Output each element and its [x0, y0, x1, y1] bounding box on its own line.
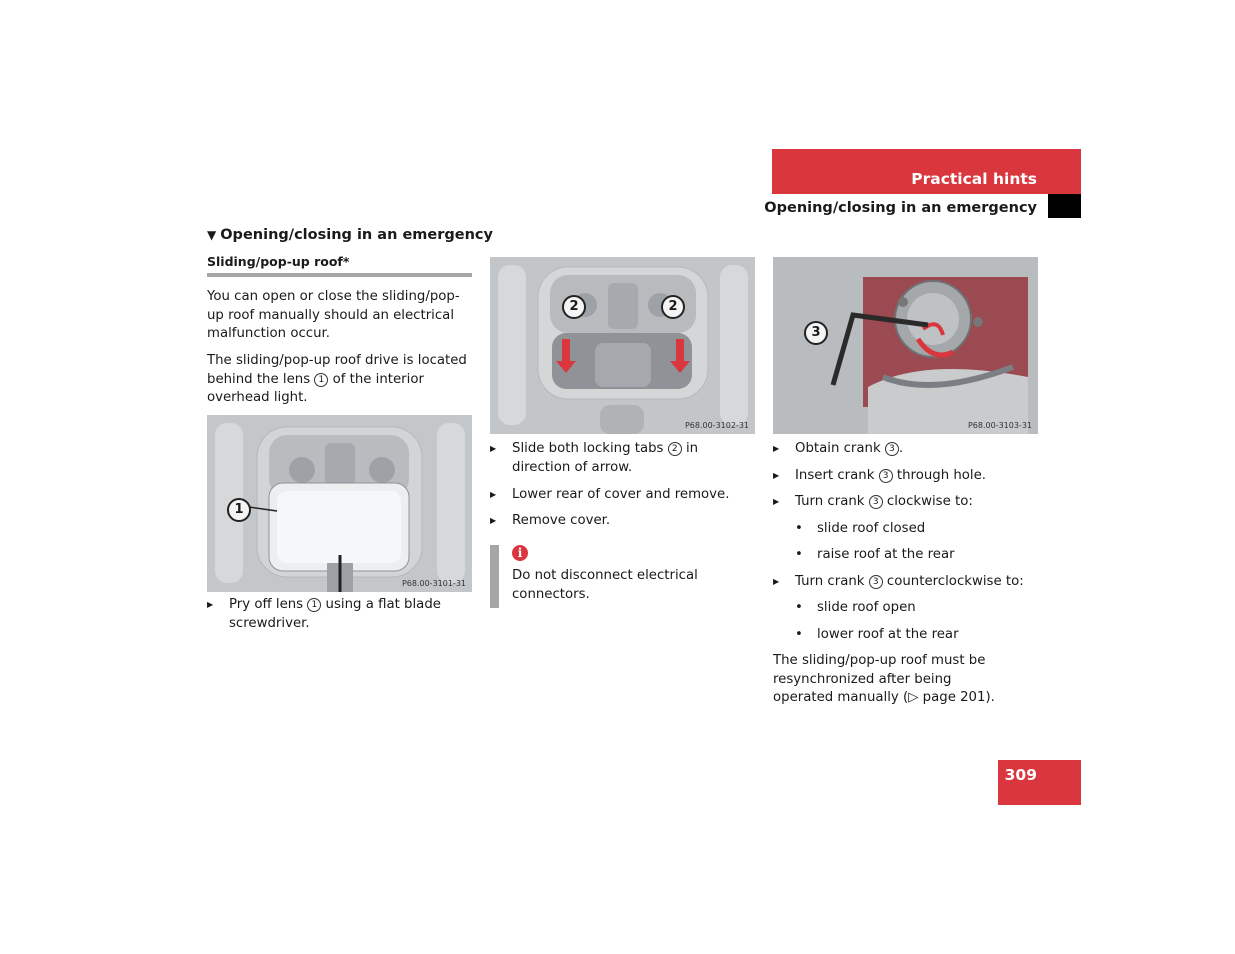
- info-icon: i: [512, 545, 528, 561]
- step-turn-counterclockwise: ▶ Turn crank 3 counterclockwise to:: [773, 573, 1045, 592]
- figure-callout-1: 1: [227, 498, 251, 522]
- figure-code: P68.00-3101-31: [401, 579, 466, 588]
- section-tab: [772, 149, 1081, 194]
- figure-code: P68.00-3102-31: [684, 421, 749, 430]
- step-remove-cover: ▶ Remove cover.: [490, 512, 757, 531]
- callout-ref: 3: [869, 575, 883, 589]
- figure-callout-2-left: 2: [562, 295, 586, 319]
- info-bar: [490, 545, 499, 608]
- cover-tabs-illustration: [490, 257, 755, 434]
- callout-ref: 3: [885, 442, 899, 456]
- figure-crank: [773, 257, 1038, 434]
- figure-callout-2-right: 2: [661, 295, 685, 319]
- callout-ref: 2: [668, 442, 682, 456]
- step-insert-crank: ▶ Insert crank 3 through hole.: [773, 467, 1045, 486]
- step-obtain-crank: ▶ Obtain crank 3 .: [773, 440, 1045, 459]
- cw-item: • raise roof at the rear: [773, 546, 1057, 565]
- page-number: 309: [1004, 766, 1037, 784]
- callout-ref: 1: [307, 598, 321, 612]
- callout-ref: 3: [879, 469, 893, 483]
- ccw-item: • lower roof at the rear: [773, 626, 1057, 645]
- location-paragraph: The sliding/pop-up roof drive is located behind the lens 1 of the interior overhead light.: [207, 353, 467, 406]
- figure-callout-3: 3: [804, 321, 828, 345]
- page-heading: ▼ Opening/closing in an emergency: [207, 227, 493, 243]
- triangle-down-icon: ▼: [207, 228, 217, 242]
- resync-note: The sliding/pop-up roof must be resynchronized after being operated manually (▷ page 201).: [773, 653, 995, 706]
- callout-ref: 3: [869, 495, 883, 509]
- step-pry-lens: ▶ Pry off lens 1 using a flat blade screwdriver.: [207, 596, 474, 633]
- ccw-item: • slide roof open: [773, 599, 1057, 618]
- figure-code: P68.00-3103-31: [967, 421, 1032, 430]
- page-number-box: [998, 760, 1081, 805]
- step-turn-clockwise: ▶ Turn crank 3 clockwise to:: [773, 493, 1045, 512]
- figure-cover-tabs: [490, 257, 755, 434]
- step-slide-tabs: ▶ Slide both locking tabs 2 in direction of arrow.: [490, 440, 757, 477]
- crank-illustration: [773, 257, 1038, 434]
- step-lower-cover: ▶ Lower rear of cover and remove.: [490, 486, 757, 505]
- section-tab-title: Practical hints: [911, 170, 1037, 188]
- subheading: Sliding/pop-up roof*: [207, 254, 472, 277]
- info-text: Do not disconnect electrical connectors.: [512, 568, 698, 602]
- section-subheader: Opening/closing in an emergency: [764, 200, 1037, 216]
- intro-paragraph: You can open or close the sliding/pop-up roof manually should an electrical malfunction occur.: [207, 289, 460, 342]
- cw-item: • slide roof closed: [773, 520, 1057, 539]
- callout-ref: 1: [314, 373, 328, 387]
- figure-overhead-light: [207, 415, 472, 592]
- thumb-marker: [1048, 194, 1081, 218]
